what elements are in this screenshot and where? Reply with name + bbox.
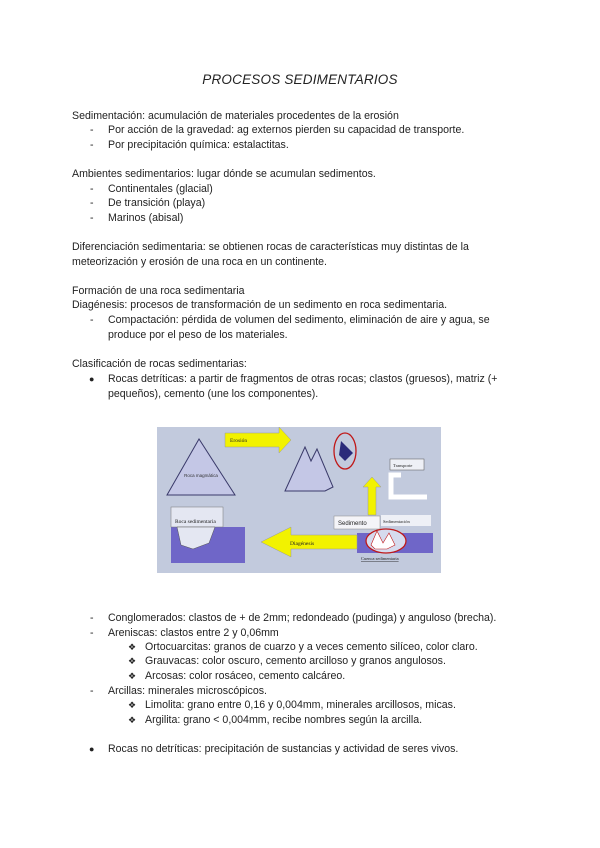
bullet-icon: ● [89,744,95,754]
formacion-heading: Formación de una roca sedimentaria [72,285,245,297]
diamond-bullet-icon: ❖ [128,656,137,666]
dash-marker: - [90,139,94,151]
roca-sedimentaria-label: Roca sedimentaria [175,519,216,525]
cuenca-label: Cuenca sedimentaria [361,556,399,561]
clasificacion-heading: Clasificación de rocas sedimentarias: [72,358,247,370]
page-title: PROCESOS SEDIMENTARIOS [202,72,398,87]
list-item: Marinos (abisal) [108,212,184,224]
detriticas-line1: Rocas detríticas: a partir de fragmentos de otras rocas; clastos (gruesos), matriz (+ [108,373,498,385]
list-item: De transición (playa) [108,197,206,209]
diamond-bullet-icon: ❖ [128,700,137,710]
dash-marker: - [90,685,94,697]
bullet-icon: ● [89,374,95,384]
dash-marker: - [90,212,94,224]
conglomerados-line: Conglomerados: clastos de + de 2mm; redondeado (pudinga) y anguloso (brecha). [108,612,497,624]
diagenesis-line: Diagénesis: procesos de transformación de un sedimento en roca sedimentaria. [72,299,448,311]
diamond-bullet-icon: ❖ [128,671,137,681]
diferenciacion-line2: meteorización y erosión de una roca en un continente. [72,256,328,268]
rock-cycle-diagram [157,427,441,573]
dash-marker: - [90,314,94,326]
compactacion-line2: produce por el peso de los materiales. [108,329,288,341]
arcillas-line: Arcillas: minerales microscópicos. [108,685,267,697]
roca-magmatica-label: Roca magmática [184,473,218,478]
dash-marker: - [90,124,94,136]
diagenesis-label: Diagénesis [290,541,315,547]
dash-marker: - [90,183,94,195]
areniscas-line: Areniscas: clastos entre 2 y 0,06mm [108,627,279,639]
ambientes-heading: Ambientes sedimentarios: lugar dónde se acumulan sedimentos. [72,168,376,180]
detriticas-line2: pequeños), cemento (une los componentes). [108,388,319,400]
list-item: Por precipitación química: estalactitas. [108,139,289,151]
argilita-line: Argilita: grano < 0,004mm, recibe nombres según la arcilla. [145,714,423,726]
dash-marker: - [90,627,94,639]
dash-marker: - [90,612,94,624]
sedimentacion-label: Sedimentación [383,519,410,524]
list-item: Continentales (glacial) [108,183,213,195]
grauvacas-line: Grauvacas: color oscuro, cemento arcilloso y granos angulosos. [145,655,446,667]
erosion-label: Erosión [230,438,248,444]
sedimentacion-heading: Sedimentación: acumulación de materiales procedentes de la erosión [72,110,399,122]
transporte-label: Transporte [393,463,413,468]
ortocuarcitas-line: Ortocuarcitas: granos de cuarzo y a veces cemento silíceo, color claro. [145,641,478,653]
sedimento-label: Sedimento [338,521,367,527]
diamond-bullet-icon: ❖ [128,715,137,725]
dash-marker: - [90,197,94,209]
diamond-bullet-icon: ❖ [128,642,137,652]
no-detriticas-line: Rocas no detríticas: precipitación de sustancias y actividad de seres vivos. [108,743,459,755]
diferenciacion-line1: Diferenciación sedimentaria: se obtienen rocas de características muy distintas de la [72,241,469,253]
arcosas-line: Arcosas: color rosáceo, cemento calcáreo. [145,670,346,682]
list-item: Por acción de la gravedad: ag externos pierden su capacidad de transporte. [108,124,465,136]
limolita-line: Limolita: grano entre 0,16 y 0,004mm, minerales arcillosos, micas. [145,699,456,711]
compactacion-line1: Compactación: pérdida de volumen del sedimento, eliminación de aire y agua, se [108,314,490,326]
